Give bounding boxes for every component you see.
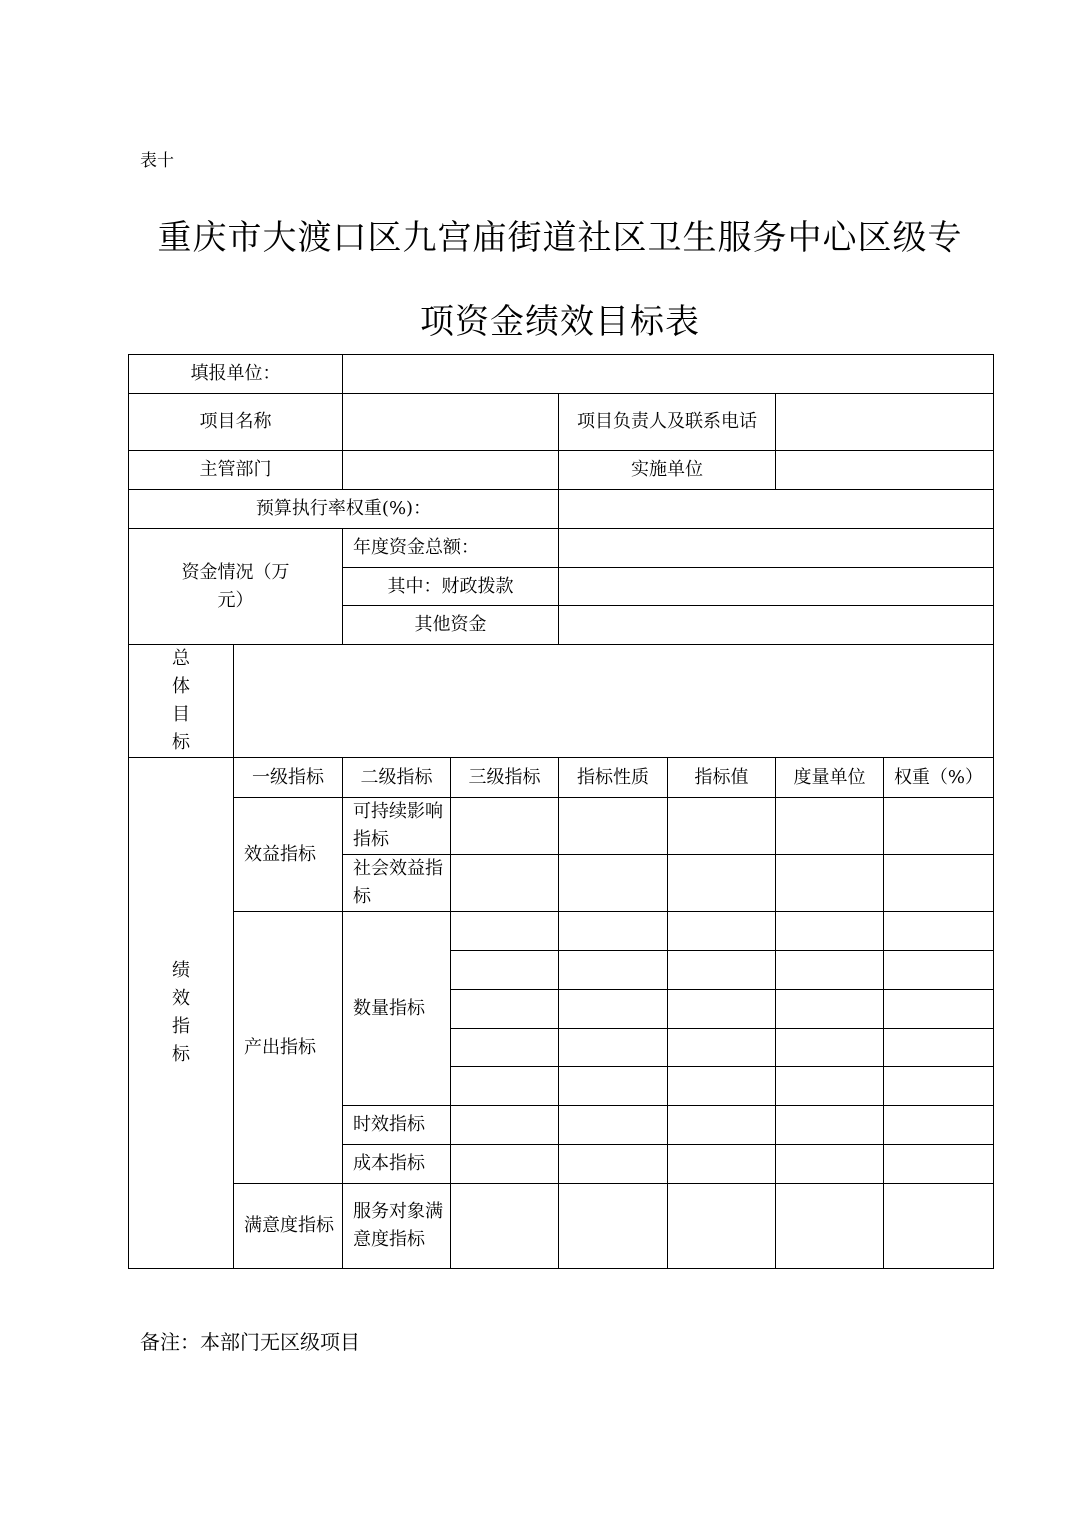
cell[interactable] xyxy=(668,951,776,990)
cell[interactable] xyxy=(776,1106,884,1145)
cell[interactable] xyxy=(559,798,668,855)
other-funds-label: 其他资金 xyxy=(343,606,559,645)
project-name-value[interactable] xyxy=(343,394,559,451)
cell[interactable] xyxy=(776,1184,884,1269)
cell[interactable] xyxy=(884,1106,994,1145)
cell[interactable] xyxy=(559,1106,668,1145)
cell[interactable] xyxy=(451,1106,559,1145)
performance-label: 绩效指标 xyxy=(129,758,234,1269)
cell[interactable] xyxy=(451,990,559,1029)
cell[interactable] xyxy=(559,1067,668,1106)
fill-unit-label: 填报单位： xyxy=(129,355,343,394)
level2-sustainable: 可持续影响指标 xyxy=(343,798,451,855)
level2-service-satisfaction: 服务对象满意度指标 xyxy=(343,1184,451,1269)
overall-goal-label: 总体目标 xyxy=(129,645,234,758)
header-cell: 权重（%） xyxy=(884,758,994,798)
level1-satisfaction: 满意度指标 xyxy=(234,1184,343,1269)
cell[interactable] xyxy=(776,1029,884,1067)
cell[interactable] xyxy=(776,798,884,855)
supervisor-dept-value[interactable] xyxy=(343,451,559,490)
cell[interactable] xyxy=(668,1145,776,1184)
implementing-unit-label: 实施单位 xyxy=(559,451,776,490)
cell[interactable] xyxy=(559,912,668,951)
level2-social: 社会效益指标 xyxy=(343,855,451,912)
implementing-unit-value[interactable] xyxy=(776,451,994,490)
header-cell: 指标性质 xyxy=(559,758,668,798)
cell[interactable] xyxy=(559,1145,668,1184)
cell[interactable] xyxy=(559,1184,668,1269)
level1-output: 产出指标 xyxy=(234,912,343,1184)
budget-weight-label: 预算执行率权重(%)： xyxy=(129,490,559,529)
cell[interactable] xyxy=(884,1029,994,1067)
cell[interactable] xyxy=(668,798,776,855)
other-funds-value[interactable] xyxy=(559,606,994,645)
level2-cost: 成本指标 xyxy=(343,1145,451,1184)
header-cell: 三级指标 xyxy=(451,758,559,798)
cell[interactable] xyxy=(559,990,668,1029)
level2-quantity: 数量指标 xyxy=(343,912,451,1106)
cell[interactable] xyxy=(559,1029,668,1067)
cell[interactable] xyxy=(668,855,776,912)
cell[interactable] xyxy=(884,855,994,912)
cell[interactable] xyxy=(451,1184,559,1269)
level1-benefit: 效益指标 xyxy=(234,798,343,912)
cell[interactable] xyxy=(668,1106,776,1145)
table-label: 表十 xyxy=(140,151,174,171)
budget-weight-value[interactable] xyxy=(559,490,994,529)
cell[interactable] xyxy=(884,951,994,990)
header-cell: 度量单位 xyxy=(776,758,884,798)
level2-timeliness: 时效指标 xyxy=(343,1106,451,1145)
cell[interactable] xyxy=(451,951,559,990)
performance-goal-table xyxy=(128,354,994,1269)
page-title-line1: 重庆市大渡口区九宫庙街道社区卫生服务中心区级专 xyxy=(157,218,963,258)
annual-total-value[interactable] xyxy=(559,529,994,568)
cell[interactable] xyxy=(451,798,559,855)
funds-label: 资金情况（万元） xyxy=(129,529,343,645)
cell[interactable] xyxy=(884,798,994,855)
project-leader-label: 项目负责人及联系电话 xyxy=(559,394,776,451)
cell[interactable] xyxy=(451,1067,559,1106)
cell[interactable] xyxy=(451,912,559,951)
cell[interactable] xyxy=(668,1029,776,1067)
cell[interactable] xyxy=(776,990,884,1029)
cell[interactable] xyxy=(776,951,884,990)
cell[interactable] xyxy=(668,912,776,951)
cell[interactable] xyxy=(776,1145,884,1184)
overall-goal-value[interactable] xyxy=(234,645,994,758)
header-cell: 二级指标 xyxy=(343,758,451,798)
project-leader-value[interactable] xyxy=(776,394,994,451)
cell[interactable] xyxy=(776,855,884,912)
cell[interactable] xyxy=(884,1184,994,1269)
project-name-label: 项目名称 xyxy=(129,394,343,451)
cell[interactable] xyxy=(668,1067,776,1106)
fiscal-label: 其中：财政拨款 xyxy=(343,568,559,606)
annual-total-label: 年度资金总额： xyxy=(343,529,559,568)
cell[interactable] xyxy=(451,1029,559,1067)
footnote: 备注：本部门无区级项目 xyxy=(140,1330,360,1354)
cell[interactable] xyxy=(451,1145,559,1184)
cell[interactable] xyxy=(884,1067,994,1106)
cell[interactable] xyxy=(451,855,559,912)
cell[interactable] xyxy=(668,990,776,1029)
page-title-line2: 项资金绩效目标表 xyxy=(420,302,700,342)
cell[interactable] xyxy=(776,1067,884,1106)
fiscal-value[interactable] xyxy=(559,568,994,606)
supervisor-dept-label: 主管部门 xyxy=(129,451,343,490)
cell[interactable] xyxy=(884,1145,994,1184)
cell[interactable] xyxy=(884,990,994,1029)
cell[interactable] xyxy=(884,912,994,951)
cell[interactable] xyxy=(559,951,668,990)
cell[interactable] xyxy=(776,912,884,951)
fill-unit-value[interactable] xyxy=(343,355,994,394)
header-cell: 一级指标 xyxy=(234,758,343,798)
header-cell: 指标值 xyxy=(668,758,776,798)
cell[interactable] xyxy=(559,855,668,912)
cell[interactable] xyxy=(668,1184,776,1269)
